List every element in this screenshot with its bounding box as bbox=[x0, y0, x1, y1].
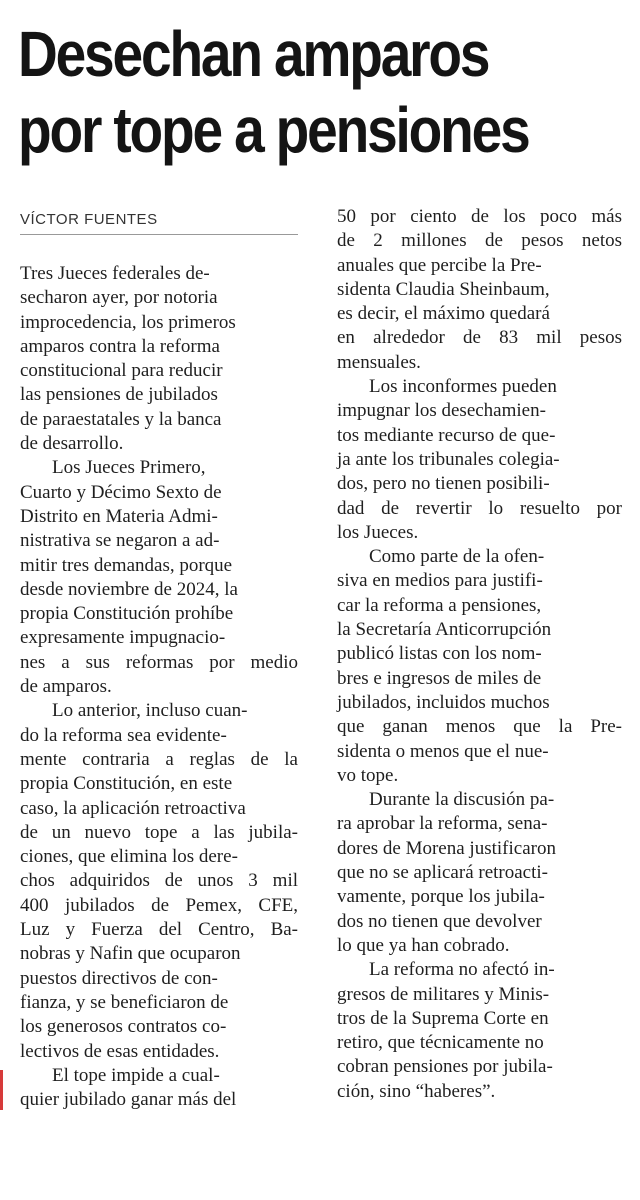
text-line: los Jueces. bbox=[337, 521, 419, 543]
article-column-left bbox=[20, 262, 298, 1112]
text-line: improcedencia, los primeros bbox=[20, 311, 236, 333]
text-line: constitucional para reducir bbox=[20, 360, 223, 382]
text-line: Lo anterior, incluso cuan- bbox=[52, 700, 248, 722]
text-line: vo tope. bbox=[337, 764, 399, 786]
text-line: dores de Morena justificaron bbox=[337, 837, 556, 859]
text-line: Distrito en Materia Admi- bbox=[20, 505, 218, 527]
text-line: caso, la aplicación retroactiva bbox=[20, 797, 246, 819]
text-line: do la reforma sea evidente- bbox=[20, 724, 227, 746]
text-line: tros de la Suprema Corte en bbox=[337, 1007, 549, 1029]
text-line: retiro, que técnicamente no bbox=[337, 1032, 544, 1054]
text-line: ciones, que elimina los dere- bbox=[20, 846, 238, 868]
article-headline bbox=[18, 16, 543, 168]
text-line: desde noviembre de 2024, la bbox=[20, 578, 238, 600]
text-line: publicó listas con los nom- bbox=[337, 643, 542, 665]
text-line: dad de revertir lo resuelto por bbox=[337, 497, 622, 519]
text-line: expresamente impugnacio- bbox=[20, 627, 226, 649]
text-line: amparos contra la reforma bbox=[20, 335, 220, 357]
text-line: gresos de militares y Minis- bbox=[337, 983, 550, 1005]
text-line: impugnar los desechamien- bbox=[337, 400, 546, 422]
text-line: Luz y Fuerza del Centro, Ba- bbox=[20, 919, 298, 941]
text-line: mensuales. bbox=[337, 351, 421, 373]
text-line: 400 jubilados de Pemex, CFE, bbox=[20, 894, 298, 916]
text-line: en alrededor de 83 mil pesos bbox=[337, 327, 622, 349]
text-line: Durante la discusión pa- bbox=[369, 789, 555, 811]
text-line: anuales que percibe la Pre- bbox=[337, 254, 542, 276]
text-line: los generosos contratos co- bbox=[20, 1016, 227, 1038]
text-line: nes a sus reformas por medio bbox=[20, 651, 298, 673]
text-line: car la reforma a pensiones, bbox=[337, 594, 542, 616]
text-line: lectivos de esas entidades. bbox=[20, 1040, 220, 1062]
text-line: mitir tres demandas, porque bbox=[20, 554, 233, 576]
text-line: fianza, y se beneficiaron de bbox=[20, 991, 229, 1013]
text-line: Los inconformes pueden bbox=[369, 376, 557, 398]
text-line: sidenta Claudia Sheinbaum, bbox=[337, 278, 550, 300]
text-line: tos mediante recurso de que- bbox=[337, 424, 556, 446]
text-line: Como parte de la ofen- bbox=[369, 546, 545, 568]
text-line: de amparos. bbox=[20, 676, 112, 698]
text-line: 50 por ciento de los poco más bbox=[337, 206, 622, 227]
text-line: Los Jueces Primero, bbox=[52, 457, 206, 479]
text-line: ja ante los tribunales colegia- bbox=[337, 448, 560, 470]
headline-line: por tope a pensiones bbox=[18, 94, 529, 166]
text-line: puestos directivos de con- bbox=[20, 967, 218, 989]
text-line: dos no tienen que devolver bbox=[337, 910, 542, 932]
text-line: Tres Jueces federales de- bbox=[20, 263, 210, 284]
text-line: vamente, porque los jubila- bbox=[337, 886, 545, 908]
text-line: Cuarto y Décimo Sexto de bbox=[20, 481, 222, 503]
text-line: ra aprobar la reforma, sena- bbox=[337, 813, 548, 835]
text-line: jubilados, incluidos muchos bbox=[337, 691, 550, 713]
text-line: es decir, el máximo quedará bbox=[337, 303, 550, 325]
text-line: secharon ayer, por notoria bbox=[20, 287, 218, 309]
text-line: propia Constitución, en este bbox=[20, 773, 233, 795]
text-line: que no se aplicará retroacti- bbox=[337, 862, 548, 884]
text-line: mente contraria a reglas de la bbox=[20, 748, 298, 770]
text-line: El tope impide a cual- bbox=[52, 1064, 220, 1086]
text-line: chos adquiridos de unos 3 mil bbox=[20, 870, 298, 892]
text-line: propia Constitución prohíbe bbox=[20, 603, 234, 625]
text-line: ción, sino “haberes”. bbox=[337, 1080, 496, 1102]
text-line: cobran pensiones por jubila- bbox=[337, 1056, 553, 1078]
text-line: quier jubilado ganar más del bbox=[20, 1089, 237, 1111]
text-line: de paraestatales y la banca bbox=[20, 408, 222, 430]
text-line: que ganan menos que la Pre- bbox=[337, 716, 622, 738]
text-line: bres e ingresos de miles de bbox=[337, 667, 542, 689]
text-line: lo que ya han cobrado. bbox=[337, 934, 510, 956]
text-line: la Secretaría Anticorrupción bbox=[337, 619, 552, 641]
text-line: nistrativa se negaron a ad- bbox=[20, 530, 220, 552]
author-byline: VÍCTOR FUENTES bbox=[20, 211, 298, 235]
text-line: La reforma no afectó in- bbox=[369, 959, 555, 981]
text-line: siva en medios para justifi- bbox=[337, 570, 543, 592]
text-line: las pensiones de jubilados bbox=[20, 384, 218, 406]
article-column-right bbox=[337, 205, 622, 1104]
text-line: nobras y Nafin que ocuparon bbox=[20, 943, 241, 965]
text-line: de desarrollo. bbox=[20, 433, 124, 455]
text-line: de 2 millones de pesos netos bbox=[337, 230, 622, 252]
text-line: sidenta o menos que el nue- bbox=[337, 740, 549, 762]
text-line: de un nuevo tope a las jubila- bbox=[20, 821, 298, 843]
headline-line: Desechan amparos bbox=[18, 18, 489, 90]
page-edge-mark bbox=[0, 1070, 3, 1110]
text-line: dos, pero no tienen posibili- bbox=[337, 473, 550, 495]
